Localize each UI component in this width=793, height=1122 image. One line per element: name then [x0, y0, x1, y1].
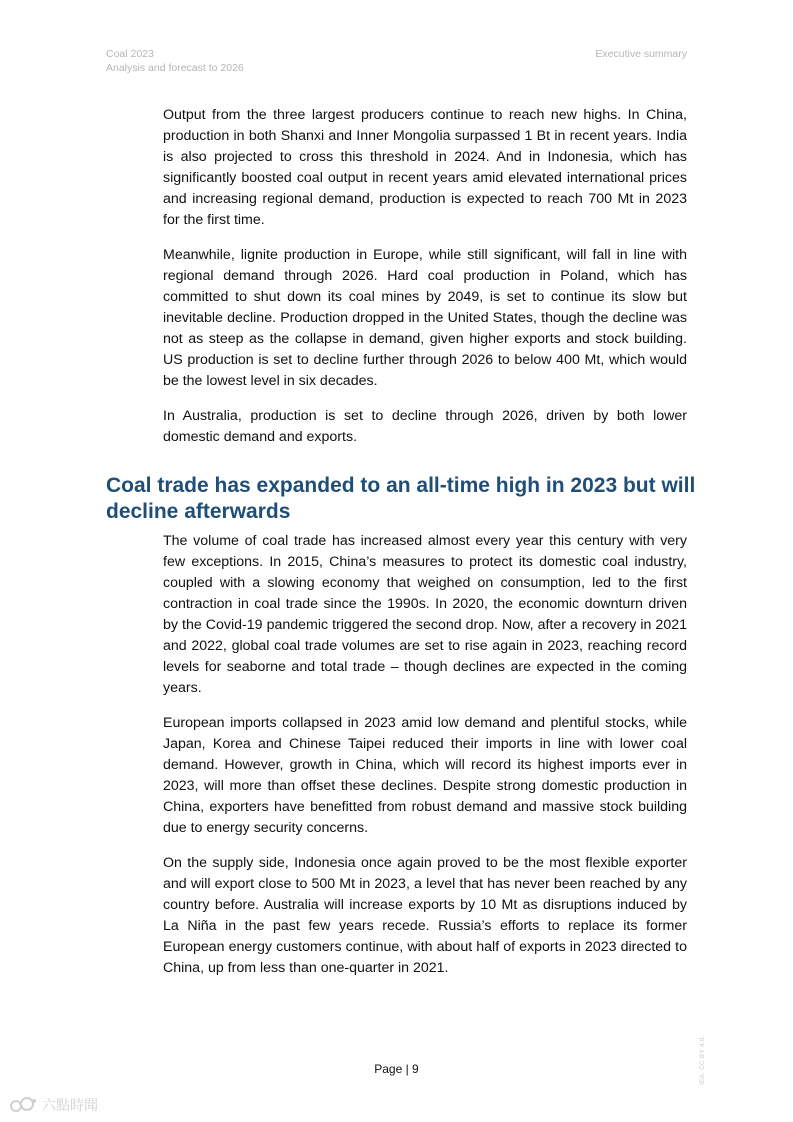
paragraph-top-3: In Australia, production is set to decline through 2026, driven by both lower domestic demand and exports. [163, 408, 687, 445]
watermark-text: 六點時聞 [42, 1097, 98, 1113]
watermark-logo-icon [8, 1095, 38, 1115]
paragraph-bottom-3: On the supply side, Indonesia once again proved to be the most flexible exporter and will export close to 500 Mt in 2023, a level that has never been reached by any country before. Australia will increase exports by 10 Mt as disruptions induced by La Niña in the past few years recede. Russia’s efforts to replace its former European energy customers continue, with about half of exports in 2023 directed to China, up from less than one-quarter in 2021. [163, 855, 687, 976]
report-subtitle: Analysis and forecast to 2026 [106, 62, 244, 74]
watermark [8, 1094, 98, 1116]
running-header-left [106, 47, 244, 75]
report-title: Coal 2023 [106, 48, 154, 60]
section-heading: Coal trade has expanded to an all-time high in 2023 but will decline afterwards [106, 474, 696, 523]
license-note: IEA. CC BY 4.0. [699, 1035, 706, 1085]
paragraph-top-2: Meanwhile, lignite production in Europe, while still significant, will fall in line with regional demand through 2026. Hard coal production in Poland, which has committed to shut down its coal mines by 2049, is set to continue its slow but inevitable decline. Production dropped in the United States, though the decline was not as steep as the collapse in demand, given higher exports and stock building. US production is set to decline further through 2026 to below 400 Mt, which would be the lowest level in six decades. [163, 247, 687, 389]
running-header-section: Executive summary [595, 48, 687, 60]
paragraph-top-1: Output from the three largest producers continue to reach new highs. In China, production in both Shanxi and Inner Mongolia surpassed 1 Bt in recent years. India is also projected to cross this threshold in 2024. And in Indonesia, which has significantly boosted coal output in recent years amid elevated international prices and increasing regional demand, production is expected to reach 700 Mt in 2023 for the first time. [163, 107, 687, 228]
paragraph-bottom-1: The volume of coal trade has increased almost every year this century with very few exceptions. In 2015, China’s measures to protect its domestic coal industry, coupled with a slowing economy that weighed on consumption, led to the first contraction in coal trade since the 1990s. In 2020, the economic downturn driven by the Covid-19 pandemic triggered the second drop. Now, after a recovery in 2021 and 2022, global coal trade volumes are set to rise again in 2023, reaching record levels for seaborne and total trade – though declines are expected in the coming years. [163, 533, 687, 696]
paragraph-bottom-2: European imports collapsed in 2023 amid low demand and plentiful stocks, while Japan, Korea and Chinese Taipei reduced their imports in line with lower coal demand. However, growth in China, which will record its highest imports ever in 2023, will more than offset these declines. Despite strong domestic production in China, exporters have benefitted from robust demand and massive stock building due to energy security concerns. [163, 715, 687, 836]
page-number: Page | 9 [374, 1062, 419, 1076]
